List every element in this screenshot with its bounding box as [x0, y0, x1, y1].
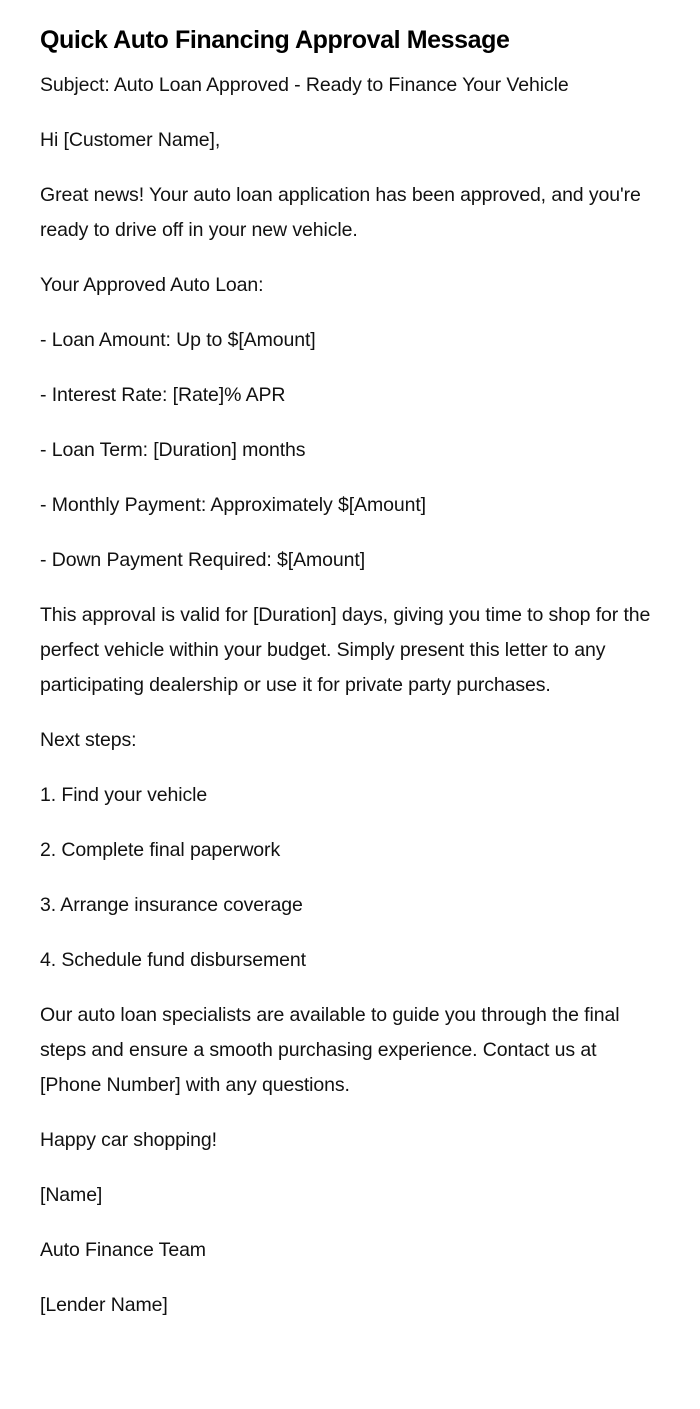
next-step-3: 3. Arrange insurance coverage — [40, 894, 303, 916]
next-steps-heading: Next steps: — [40, 729, 137, 751]
subject-line: Subject: Auto Loan Approved - Ready to Finance Your Vehicle — [40, 74, 569, 96]
signature-lender: [Lender Name] — [40, 1294, 168, 1316]
signature-name: [Name] — [40, 1184, 103, 1206]
document-title: Quick Auto Financing Approval Message — [40, 26, 510, 54]
greeting: Hi [Customer Name], — [40, 129, 221, 151]
loan-heading: Your Approved Auto Loan: — [40, 274, 264, 296]
loan-detail-amount: - Loan Amount: Up to $[Amount] — [40, 329, 316, 351]
intro-paragraph: Great news! Your auto loan application has been approved, and you're ready to drive off in your new vehicle. — [40, 184, 641, 241]
validity-paragraph: This approval is valid for [Duration] days, giving you time to shop for the perfect vehicle within your budget. Simply present this letter to any participating dealership or use it for private party purchases. — [40, 604, 651, 696]
loan-detail-term: - Loan Term: [Duration] months — [40, 439, 306, 461]
next-step-2: 2. Complete final paperwork — [40, 839, 281, 861]
loan-detail-rate: - Interest Rate: [Rate]% APR — [40, 384, 286, 406]
next-step-4: 4. Schedule fund disbursement — [40, 949, 306, 971]
sign-off: Happy car shopping! — [40, 1129, 217, 1151]
closing-paragraph: Our auto loan specialists are available to guide you through the final steps and ensure a smooth purchasing experience. Contact us at [Phone Number] with any questions. — [40, 1004, 620, 1096]
next-step-1: 1. Find your vehicle — [40, 784, 208, 806]
loan-detail-down-payment: - Down Payment Required: $[Amount] — [40, 549, 366, 571]
signature-team: Auto Finance Team — [40, 1239, 206, 1261]
loan-detail-monthly-payment: - Monthly Payment: Approximately $[Amount] — [40, 494, 426, 516]
